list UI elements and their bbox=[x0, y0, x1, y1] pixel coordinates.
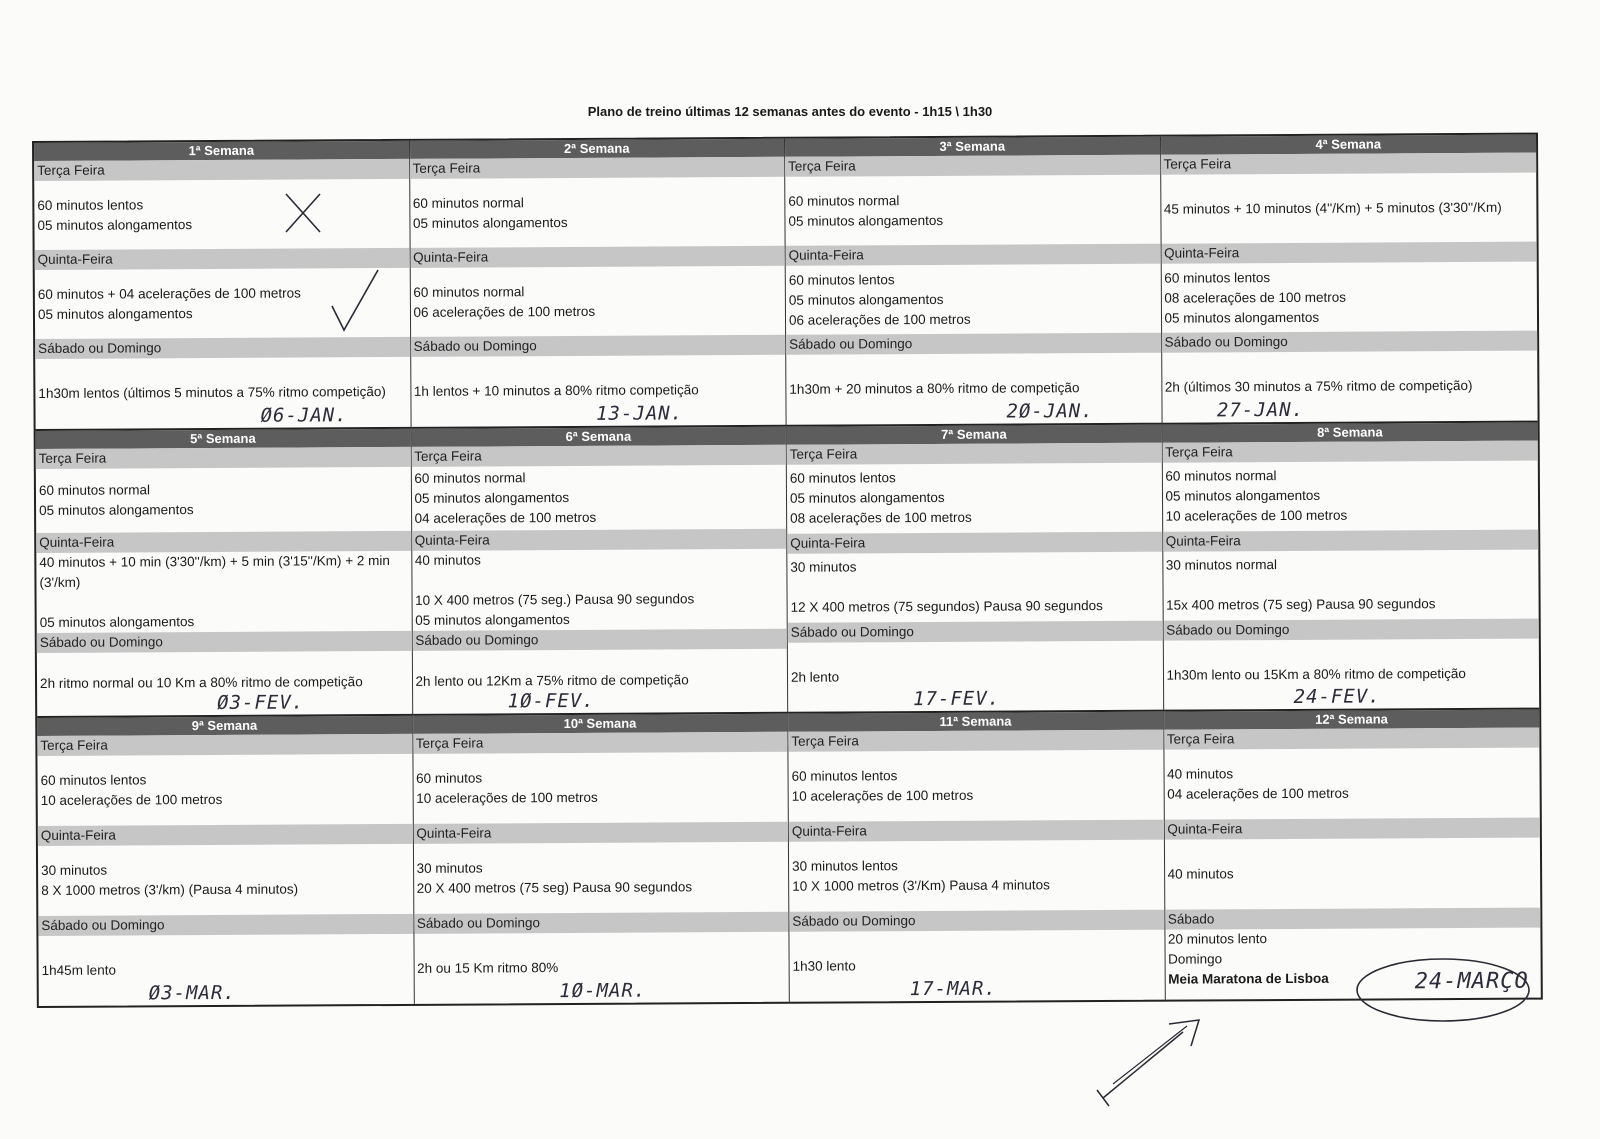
week-12 bbox=[1164, 710, 1541, 1000]
workout-line: 60 minutos normal bbox=[412, 194, 524, 211]
thursday-workout bbox=[36, 550, 411, 632]
handwritten-date: 27-JAN. bbox=[1216, 398, 1305, 422]
handwritten-date: Ø6-JAN. bbox=[260, 403, 348, 427]
workout-line: 1h45m lento bbox=[41, 962, 116, 979]
tuesday-label: Terça Feira bbox=[34, 159, 409, 181]
workout-line: 60 minutos normal bbox=[788, 192, 900, 209]
workout-line: 2h ou 15 Km ritmo 80% bbox=[417, 960, 559, 976]
workout-line: 30 minutos lentos bbox=[792, 858, 898, 874]
handwritten-date: 2Ø-JAN. bbox=[1006, 399, 1094, 423]
tuesday-workout bbox=[410, 177, 785, 248]
handwritten-date: 1Ø-FEV. bbox=[507, 690, 595, 713]
tuesday-label: Terça Feira bbox=[411, 444, 786, 466]
tuesday-label: Terça Feira bbox=[37, 734, 412, 756]
workout-line: 12 X 400 metros (75 segundos) Pausa 90 segundos bbox=[790, 598, 1103, 616]
tuesday-label: Terça Feira bbox=[788, 730, 1163, 752]
tuesday-workout bbox=[1164, 748, 1540, 820]
thursday-workout bbox=[789, 840, 1164, 912]
workout-line: 20 minutos lento bbox=[1167, 931, 1268, 947]
workout-line: 05 minutos alongamentos bbox=[412, 214, 568, 231]
weekend-label: Sábado ou Domingo bbox=[35, 337, 410, 359]
week-8 bbox=[1162, 422, 1539, 712]
thursday-label: Quinta-Feira bbox=[1161, 242, 1537, 264]
week-11 bbox=[788, 712, 1165, 1002]
workout-line: 60 minutos normal bbox=[413, 284, 525, 300]
workout-line: 05 minutos alongamentos bbox=[415, 611, 570, 628]
weekend-workout bbox=[412, 648, 787, 714]
weekend-label: Sábado ou Domingo bbox=[414, 912, 789, 934]
week-header: 11ª Semana bbox=[788, 712, 1163, 732]
event-name: Meia Maratona de Lisboa bbox=[1168, 970, 1329, 987]
workout-line: 05 minutos alongamentos bbox=[39, 501, 194, 518]
workout-line: 05 minutos alongamentos bbox=[37, 216, 193, 233]
sunday-label: Domingo bbox=[1168, 951, 1223, 967]
workout-line: 1h30m + 20 minutos a 80% ritmo de competição bbox=[789, 380, 1080, 397]
workout-line: 30 minutos bbox=[41, 862, 108, 879]
thursday-workout bbox=[1161, 262, 1537, 333]
week-header: 12ª Semana bbox=[1164, 710, 1540, 730]
workout-line bbox=[1166, 574, 1539, 596]
workout-line: 10 X 1000 metros (3'/Km) Pausa 4 minutos bbox=[792, 877, 1050, 894]
workout-line: 60 minutos lentos bbox=[1164, 269, 1271, 286]
workout-line: 40 minutos bbox=[414, 551, 481, 568]
workout-line: 05 minutos alongamentos bbox=[414, 489, 570, 506]
arrow-pointer-icon bbox=[1095, 1018, 1205, 1108]
weekend-label: Sábado ou Domingo bbox=[37, 630, 412, 652]
workout-line: 10 X 400 metros (75 seg.) Pausa 90 segundos bbox=[415, 590, 695, 608]
weekend-label: Sábado ou Domingo bbox=[412, 628, 787, 650]
workout-line: 05 minutos alongamentos bbox=[1164, 309, 1320, 326]
workout-line: 40 minutos + 10 min (3'30''/km) + 5 min (3'15''/Km) + 2 min (3'/km) bbox=[39, 552, 390, 590]
week-header: 5ª Semana bbox=[36, 429, 411, 449]
tuesday-workout bbox=[34, 179, 409, 250]
workout-line: 1h30m lentos (últimos 5 minutos a 75% ritmo competição) bbox=[38, 384, 386, 402]
workout-line: 04 acelerações de 100 metros bbox=[414, 509, 597, 526]
workout-line: 30 minutos bbox=[790, 559, 857, 576]
weekend-label: Sábado ou Domingo bbox=[789, 910, 1164, 932]
week-1 bbox=[34, 141, 411, 431]
workout-line: 8 X 1000 metros (3'/km) (Pausa 4 minutos) bbox=[41, 881, 299, 899]
thursday-workout bbox=[35, 268, 410, 339]
workout-line: 30 minutos bbox=[416, 860, 483, 877]
workout-line: 30 minutos normal bbox=[1165, 557, 1277, 574]
workout-line: 05 minutos alongamentos bbox=[789, 490, 945, 507]
weekend-label: Sábado ou Domingo bbox=[38, 914, 413, 936]
document-title: Plano de treino últimas 12 semanas antes do evento - 1h15 \ 1h30 bbox=[587, 104, 993, 119]
workout-line: 2h lento ou 12Km a 75% ritmo de competição bbox=[415, 672, 689, 690]
tuesday-workout bbox=[788, 750, 1163, 822]
workout-line: 60 minutos lentos bbox=[788, 272, 895, 288]
workout-line: 60 minutos bbox=[416, 770, 483, 787]
workout-line: 1h30 lento bbox=[792, 958, 856, 974]
workout-line bbox=[40, 590, 412, 612]
tuesday-label: Terça Feira bbox=[1164, 728, 1540, 750]
weekend-label: Sábado ou Domingo bbox=[411, 335, 786, 357]
workout-line: 2h lento bbox=[790, 669, 840, 685]
week-5 bbox=[36, 429, 413, 719]
week-3 bbox=[785, 137, 1162, 427]
handwritten-date: 17-FEV. bbox=[913, 687, 1001, 711]
workout-line: 60 minutos lentos bbox=[37, 196, 144, 213]
tuesday-workout bbox=[1162, 460, 1538, 531]
thursday-workout bbox=[38, 844, 413, 916]
workout-line: 60 minutos lentos bbox=[791, 768, 898, 785]
workout-line: 08 acelerações de 100 metros bbox=[790, 510, 972, 527]
week-4 bbox=[1160, 135, 1537, 425]
workout-line: 60 minutos + 04 acelerações de 100 metros bbox=[37, 285, 301, 302]
workout-line: 06 acelerações de 100 metros bbox=[788, 311, 971, 328]
workout-line: 2h (últimos 30 minutos a 75% ritmo de competição) bbox=[1164, 378, 1473, 395]
week-header: 4ª Semana bbox=[1160, 135, 1536, 155]
workout-line: 2h ritmo normal ou 10 Km a 80% ritmo de competição bbox=[39, 674, 363, 692]
week-header: 9ª Semana bbox=[37, 716, 412, 736]
handwritten-date: 13-JAN. bbox=[595, 402, 684, 425]
week-2 bbox=[410, 139, 787, 429]
thursday-workout bbox=[412, 548, 787, 630]
workout-line: 60 minutos lentos bbox=[789, 470, 896, 487]
tuesday-workout bbox=[413, 752, 788, 824]
workout-line: 60 minutos lentos bbox=[40, 772, 147, 789]
thursday-workout bbox=[1164, 838, 1540, 910]
week-header: 1ª Semana bbox=[34, 141, 409, 161]
tuesday-label: Terça Feira bbox=[1161, 153, 1537, 175]
tuesday-workout bbox=[787, 462, 1162, 533]
workout-line: 05 minutos alongamentos bbox=[1165, 488, 1321, 504]
workout-line: 04 acelerações de 100 metros bbox=[1167, 785, 1349, 802]
handwritten-date: Ø3-FEV. bbox=[217, 691, 305, 715]
tuesday-workout bbox=[411, 464, 786, 530]
handwritten-date: 1Ø-MAR. bbox=[559, 979, 647, 1003]
thursday-label: Quinta-Feira bbox=[789, 820, 1164, 842]
workout-line: 10 acelerações de 100 metros bbox=[40, 792, 223, 809]
training-plan-grid bbox=[32, 133, 1543, 1008]
thursday-workout bbox=[413, 842, 788, 914]
week-6 bbox=[411, 426, 788, 716]
tuesday-label: Terça Feira bbox=[413, 732, 788, 754]
workout-line: 05 minutos alongamentos bbox=[788, 291, 944, 308]
workout-line: 10 acelerações de 100 metros bbox=[791, 788, 974, 805]
workout-line: 60 minutos normal bbox=[1165, 468, 1277, 484]
weekend-label: Sábado ou Domingo bbox=[788, 621, 1163, 643]
workout-line bbox=[790, 576, 1162, 598]
handwritten-date: 17-MAR. bbox=[909, 977, 997, 1001]
handwritten-date: 24-MARÇO bbox=[1414, 968, 1529, 995]
handwritten-date: Ø3-MAR. bbox=[148, 981, 236, 1005]
workout-line: 05 minutos alongamentos bbox=[37, 305, 193, 322]
thursday-label: Quinta-Feira bbox=[786, 244, 1161, 266]
tuesday-workout bbox=[37, 754, 412, 826]
tuesday-label: Terça Feira bbox=[787, 442, 1162, 464]
thursday-label: Quinta-Feira bbox=[412, 528, 787, 550]
workout-line: 40 minutos bbox=[1167, 866, 1234, 882]
workout-line: 08 acelerações de 100 metros bbox=[1164, 289, 1347, 306]
week-header: 7ª Semana bbox=[787, 424, 1162, 444]
week-header: 3ª Semana bbox=[785, 137, 1160, 157]
thursday-label: Quinta-Feira bbox=[38, 824, 413, 846]
thursday-label: Quinta-Feira bbox=[35, 248, 410, 270]
tuesday-label: Terça Feira bbox=[1162, 440, 1538, 462]
thursday-label: Quinta-Feira bbox=[1163, 529, 1539, 551]
workout-line: 60 minutos normal bbox=[38, 481, 151, 498]
thursday-workout bbox=[1163, 549, 1539, 620]
week-10 bbox=[413, 714, 790, 1004]
weekend-label: Sábado ou Domingo bbox=[1163, 619, 1539, 641]
workout-line: 06 acelerações de 100 metros bbox=[413, 303, 596, 320]
thursday-label: Quinta-Feira bbox=[410, 246, 785, 268]
workout-line: 15x 400 metros (75 seg) Pausa 90 segundos bbox=[1166, 596, 1436, 614]
tuesday-workout bbox=[1161, 173, 1537, 244]
handwritten-date: 24-FEV. bbox=[1293, 685, 1381, 709]
weekend-label: Sábado ou Domingo bbox=[1162, 331, 1538, 353]
weekend-workout bbox=[35, 357, 410, 428]
workout-line: 05 minutos alongamentos bbox=[788, 212, 944, 229]
week-header: 8ª Semana bbox=[1162, 422, 1538, 442]
tuesday-workout bbox=[36, 467, 411, 533]
workout-line: 1h30m lento ou 15Km a 80% ritmo de competição bbox=[1166, 665, 1466, 683]
thursday-workout bbox=[410, 266, 785, 337]
weekend-label: Sábado ou Domingo bbox=[786, 333, 1161, 355]
thursday-label: Quinta-Feira bbox=[413, 822, 788, 844]
weekend-label: Sábado bbox=[1165, 908, 1541, 930]
tuesday-label: Terça Feira bbox=[785, 155, 1160, 177]
workout-line: 40 minutos bbox=[1167, 766, 1234, 782]
workout-line: 05 minutos alongamentos bbox=[39, 613, 195, 630]
tuesday-label: Terça Feira bbox=[36, 447, 411, 469]
tuesday-workout bbox=[785, 175, 1160, 246]
workout-line: 20 X 400 metros (75 seg) Pausa 90 segundos bbox=[416, 879, 693, 897]
week-header: 6ª Semana bbox=[411, 426, 786, 446]
thursday-workout bbox=[787, 552, 1162, 623]
workout-line: 10 acelerações de 100 metros bbox=[1165, 507, 1348, 524]
week-header: 10ª Semana bbox=[413, 714, 788, 734]
thursday-label: Quinta-Feira bbox=[1164, 818, 1540, 840]
workout-line: 45 minutos + 10 minutos (4''/Km) + 5 minutos (3'30''/Km) bbox=[1163, 199, 1502, 217]
tuesday-label: Terça Feira bbox=[410, 157, 785, 179]
thursday-label: Quinta-Feira bbox=[36, 530, 411, 552]
weekend-workout bbox=[786, 353, 1161, 424]
week-9 bbox=[37, 716, 414, 1006]
thursday-label: Quinta-Feira bbox=[787, 532, 1162, 554]
thursday-workout bbox=[786, 264, 1161, 335]
week-header: 2ª Semana bbox=[410, 139, 785, 159]
workout-line: 10 acelerações de 100 metros bbox=[416, 790, 598, 807]
workout-line: 60 minutos normal bbox=[414, 469, 526, 486]
week-7 bbox=[787, 424, 1164, 714]
workout-line bbox=[415, 568, 787, 590]
workout-line: 1h lentos + 10 minutos a 80% ritmo competição bbox=[413, 382, 699, 399]
